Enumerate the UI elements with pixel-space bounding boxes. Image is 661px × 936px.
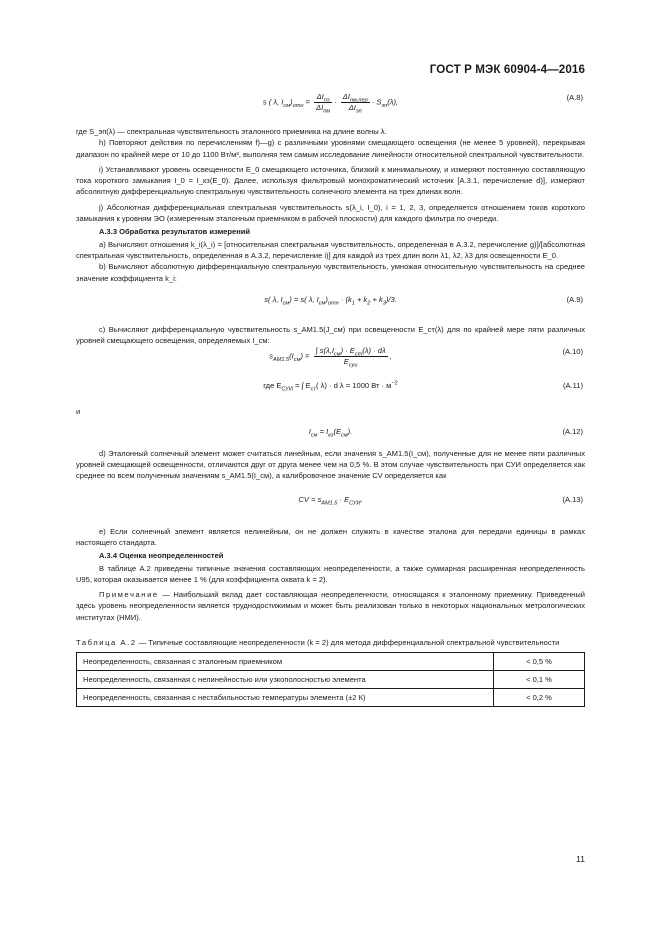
paragraph-h: h) Повторяют действия по перечислениям f)—g) с различными уровнями смещающего освещения (не менее 5 уровней), перекрывая диапазон по крайней мере от 10 до 1100 Вт/м², выполняя тем самым исследование линейности относительной спектральной чувствительности. [76,138,585,159]
formula-a8-expression: s ( λ, $I_{см})_{отн}$ = $\frac{\Delta I_{пэ}}{\Delta I_{пм}}$ · $\frac{\Delta I_{пм,пер}}{\Delta I_{эп}}$ · $S_{эп}(\lambda)$, [262,92,399,115]
table-row [77,671,585,689]
formula-a8-number: (А.8) [566,93,583,102]
table-cell-value: < 0,1 % [494,671,585,689]
paragraph-i: i) Устанавливают уровень освещенности E_0 смещающего источника, близкий к минимальному, и измеряют постоянную составляющую тока короткого замыкания I_0 = I_кз(E_0). Далее, используя фильтровый монохроматический источник [А.3.1, перечисление d)], измеряют абсолютную дифференциальную спектральную чувствительность солнечного элемента на трех длинах волн. [76,164,585,197]
table-cell-name: Неопределенность, связанная с нелинейностью или узкополосностью элемента [77,671,494,689]
table-cell-name: Неопределенность, связанная с нестабильностью температуры элемента (±2 К) [77,689,494,707]
paragraph-e: e) Если солнечный элемент является нелинейным, он не должен служить в качестве эталона для передачи единицы в рамках настоящего стандарта. [76,526,585,547]
paragraph-a: a) Вычисляют отношения k_i(λ_i) = [относительная спектральная чувствительность, определенная в А.3.2, перечисление g)]/[абсолютная спектральная чувствительность, определенная в А.3.2, перечисление i)] для каждой из трех длин волн λ1, λ2, λ3 для освещенности E_0. [76,239,585,260]
formula-a9-number: (А.9) [566,294,583,304]
table-cell-name: Неопределенность, связанная с эталонным приемником [77,653,494,671]
formula-a13 [76,482,585,526]
formula-a12-number: (А.12) [562,426,583,436]
table-caption-text: — Типичные составляющие неопределенности (k = 2) для метода дифференциальной спектральной чувствительности [136,638,560,648]
formula-a11-number: (А.11) [563,381,583,391]
formula-a12-expression: $I_{см} = I_{кз}(E_{см})$. [308,426,353,439]
formula-a13-expression: CV = $s_{AM1.5} \cdot E_{СУИ}$. [298,494,363,507]
table-row [77,653,585,671]
table-row [77,689,585,707]
word-and: и [76,407,81,417]
formula-a9 [76,284,585,324]
note [76,589,585,623]
page-number: 11 [576,854,585,864]
formula-a10-number: (А.10) [562,347,583,357]
formula-a11 [76,380,585,406]
paragraph-c: c) Вычисляют дифференциальную чувствительность s_AM1.5(J_см) при освещенности E_ст(λ) для по крайней мере пяти различных уровней смещающего освещения, определяемых I_см: [76,324,585,346]
paragraph-j: j) Абсолютная дифференциальная спектральная чувствительность s(λ_i, I_0), i = 1, 2, 3, определяется отношением токов короткого замыкания к уровням ЭО (измеренным эталонным приемником в рабочей плоскости) для каждого фильтра по очереди. [76,202,585,224]
page-header-title: ГОСТ Р МЭК 60904-4—2016 [429,63,585,76]
table-cell-value: < 0,5 % [494,653,585,671]
formula-a9-expression: s( λ, $I_{см}) = s$( λ, $I_{см})_{отн} \cdot (k_1 + k_2 + k_3)/3$. [264,294,397,307]
paragraph-where-sep: где S_эп(λ) — спектральная чувствительность эталонного приемника на длине волны λ. [76,127,387,136]
table-cell-value: < 0,2 % [494,689,585,707]
table-caption-label: Таблица А.2 [76,638,137,648]
note-text: — Наибольший вклад дает составляющая неопределенности, относящаяся к эталонному приемнику. Приведенный здесь уровень неопределенности является труднодостижимым и может быть реализован только в некоторых национальных метрологических институтах (НМИ). [76,590,585,622]
paragraph-table-intro: В таблице А.2 приведены типичные значения составляющих неопределенности, а также суммарная расширенная неопределенность U95, которая оказывается менее 1 % (для коэффициента охвата k = 2). [76,563,585,584]
note-label: Примечание [99,590,159,600]
formula-a13-number: (А.13) [562,494,583,504]
document-body [76,92,585,707]
formula-a10-expression: $s_{AM1.5}(I_{см})$ = $\frac{\int s(\lambda,I_{см}) \cdot E_{ст}(\lambda) \cdot d\lambda}{E_{суи}}$ , [269,346,392,369]
section-heading-a33: А.3.3 Обработка результатов измерений [99,227,251,237]
uncertainty-table [76,652,585,707]
paragraph-d: d) Эталонный солнечный элемент может считаться линейным, если значения s_AM1.5(I_см), полученные для не менее пяти различных уровней смещающей освещенности, отличаются друг от друга менее чем на 0,5 %. В этом случае чувствительность при СУИ определяется как среднее по всем полученным значениям s_AM1.5(I_см), а калибровочное значение CV определяется как [76,448,585,481]
section-heading-a34: А.3.4 Оценка неопределенностей [99,551,224,561]
formula-a11-expression: где $E_{СУИ}$ = ∫ $E_{ст}$( λ) · d λ = 1000 Вт · $м^{-2}$ [263,380,398,393]
formula-a10 [76,346,585,380]
formula-a12 [76,426,585,448]
paragraph-b: b) Вычисляют абсолютную дифференциальную спектральную чувствительность, умножая относительную чувствительность на среднее значение коэффициента k_i: [76,262,585,283]
formula-a8 [76,92,585,122]
table-caption [76,637,585,648]
